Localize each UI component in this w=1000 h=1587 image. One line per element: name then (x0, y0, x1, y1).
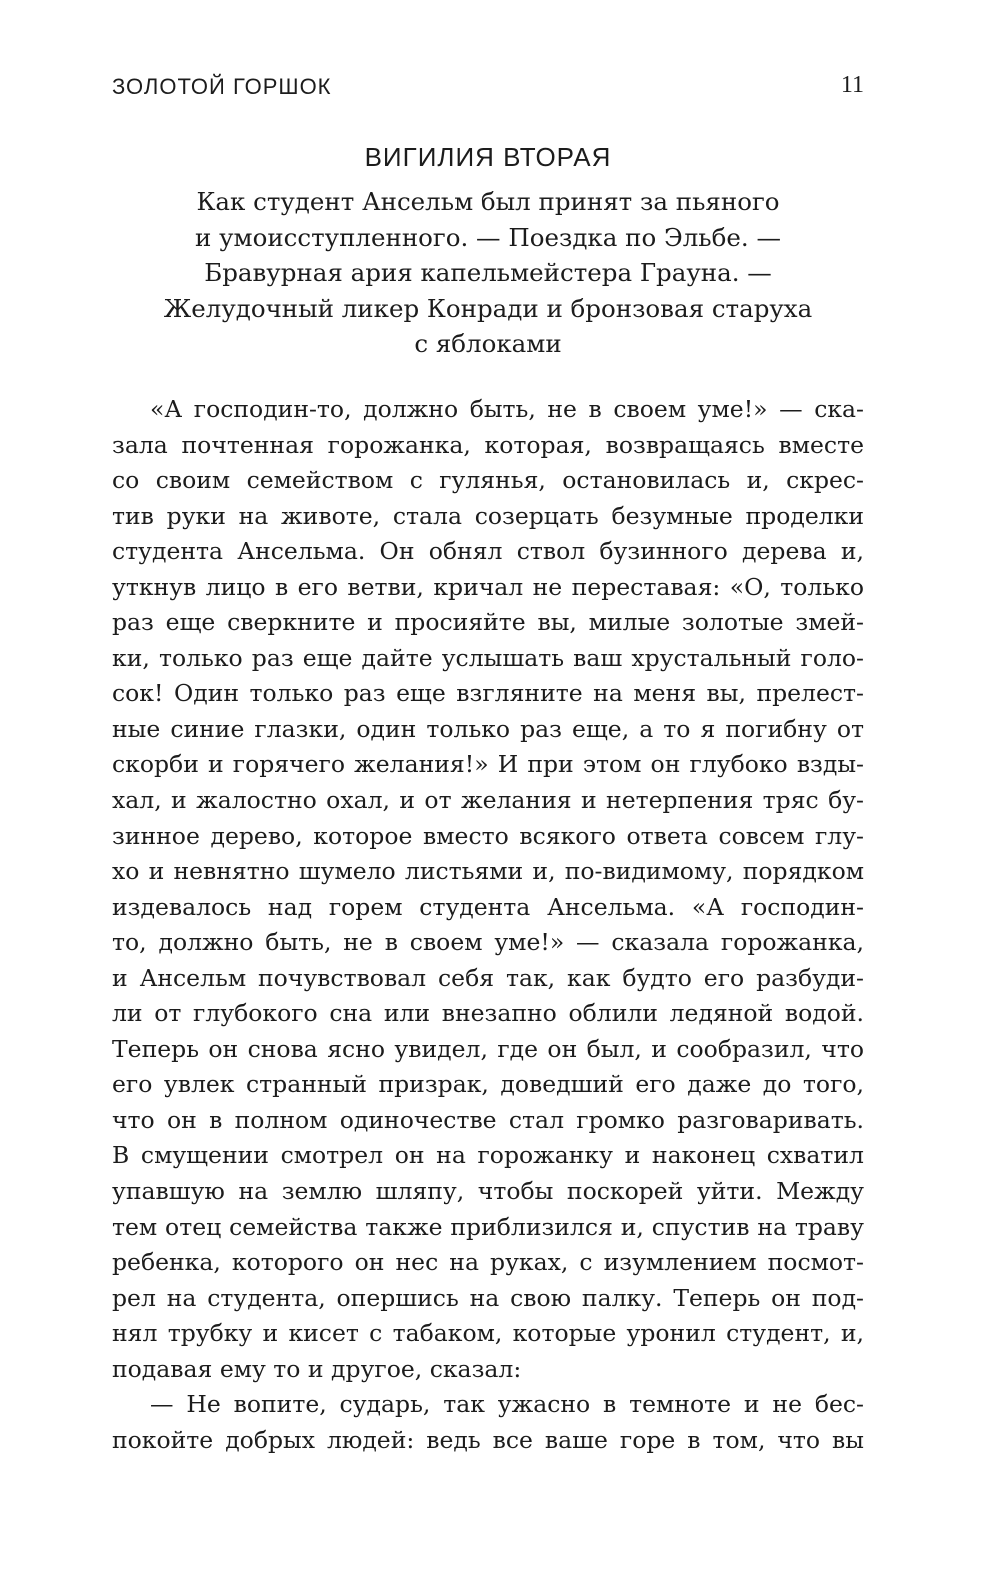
text-line: уткнув лицо в его ветви, кричал не переставая: «О, только (112, 572, 864, 601)
text-line: что он в полном одиночестве стал громко разговаривать. (112, 1105, 864, 1134)
text-line: тив руки на животе, стала созерцать безумные проделки (112, 501, 864, 530)
chapter-title: ВИГИЛИЯ ВТОРАЯ (364, 142, 612, 172)
text-line: рел на студента, опершись на свою палку. Теперь он под- (112, 1283, 864, 1312)
text-line: ребенка, которого он нес на руках, с изумлением посмот- (112, 1248, 864, 1277)
subtitle-line: Как студент Ансельм был принят за пьяного (196, 187, 780, 216)
subtitle-line: с яблоками (414, 329, 562, 358)
text-line: и Ансельм почувствовал себя так, как будто его разбуди- (112, 963, 864, 992)
text-line: раз еще сверкните и просияйте вы, милые золотые змей- (112, 608, 864, 637)
running-title: ЗОЛОТОЙ ГОРШОК (112, 74, 332, 99)
body-text (112, 392, 864, 1458)
text-line: нял трубку и кисет с табаком, которые уронил студент, и, (112, 1319, 864, 1348)
text-line: В смущении смотрел он на горожанку и наконец схватил (112, 1141, 864, 1170)
text-line: ные синие глазки, один только раз еще, а то я погибну от (112, 714, 864, 743)
text-line: Теперь он снова ясно увидел, где он был, и сообразил, что (112, 1034, 864, 1063)
text-line: тем отец семейства также приблизился и, спустив на траву (112, 1212, 864, 1241)
subtitle-line: и умоисступленного. — Поездка по Эльбе. — (195, 222, 781, 252)
text-line: подавая ему то и другое, сказал: (112, 1354, 522, 1383)
text-line: покойте добрых людей: ведь все ваше горе в том, что вы (112, 1425, 864, 1454)
text-line: то, должно быть, не в своем уме!» — сказала горожанка, (112, 928, 864, 957)
text-line: издевалось над горем студента Ансельма. «А господин- (112, 892, 864, 921)
page-number: 11 (840, 72, 864, 98)
text-line: упавшую на землю шляпу, чтобы поскорей уйти. Между (112, 1177, 864, 1206)
text-line: студента Ансельма. Он обнял ствол бузинного дерева и, (112, 537, 864, 566)
text-line: ки, только раз еще дайте услышать ваш хрустальный голо- (112, 643, 864, 672)
text-line: хо и невнятно шумело листьями и, по-видимому, порядком (112, 857, 864, 886)
text-line: зала почтенная горожанка, которая, возвращаясь вместе (112, 430, 864, 459)
chapter-subtitle (112, 184, 864, 362)
text-line: со своим семейством с гулянья, остановилась и, скрес- (112, 466, 864, 495)
text-line: — Не вопите, сударь, так ужасно в темноте и не бес- (150, 1390, 864, 1419)
text-line: скорби и горячего желания!» И при этом он глубоко взды- (112, 750, 864, 779)
subtitle-line: Желудочный ликер Конради и бронзовая старуха (163, 293, 813, 323)
text-line: «А господин-то, должно быть, не в своем уме!» — ска- (150, 395, 864, 423)
text-line: зинное дерево, которое вместо всякого ответа совсем глу- (112, 821, 864, 850)
text-line: хал, и жалостно охал, и от желания и нетерпения тряс бу- (112, 786, 864, 815)
subtitle-line: Бравурная ария капельмейстера Грауна. — (204, 258, 772, 287)
text-line: ли от глубокого сна или внезапно облили ледяной водой. (112, 999, 864, 1028)
text-line: сок! Один только раз еще взгляните на меня вы, прелест- (112, 679, 864, 708)
text-line: его увлек странный призрак, доведший его даже до того, (112, 1070, 864, 1099)
